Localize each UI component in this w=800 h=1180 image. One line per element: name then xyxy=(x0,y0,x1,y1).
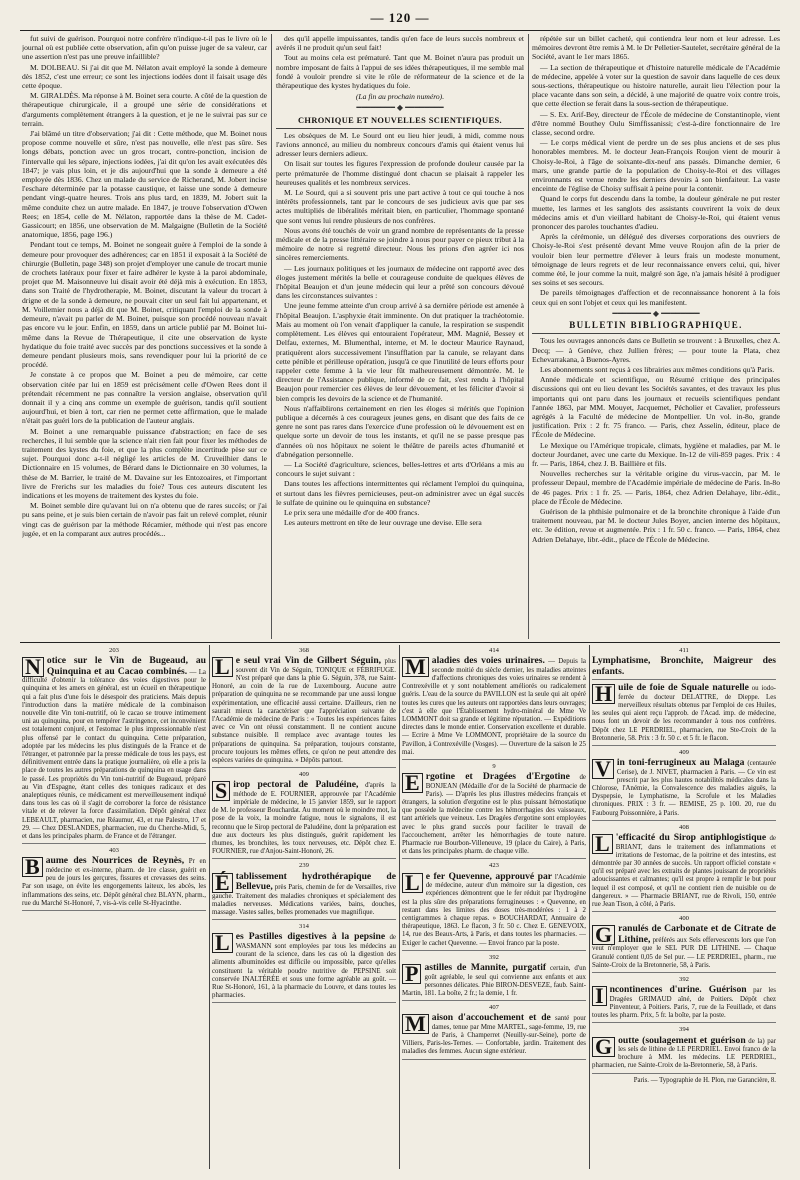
ad-number: 409 xyxy=(299,771,309,779)
ad-number: 203 xyxy=(109,647,119,654)
advertisement xyxy=(592,915,776,973)
news-paragraph: Après la cérémonie, un délégué des diverses corporations des ouvriers de Choisy-le-Roi s'est présenté devant Mme veuve Roujon afin de la prier de vouloir bien leur permettre d'élever à leurs frais un modeste monument, témoignage de leurs regrets et de leur reconnaissance envers celui, qui, hiver comme été, le jour comme la nuit, malgré son âge, n'a jamais hésité à prodiguer ses soins et ses secours. xyxy=(532,232,780,288)
column-divider xyxy=(271,34,272,639)
ad-headline: ncontinences d'urine. Guérison xyxy=(609,984,747,996)
ad-drop-cap: P xyxy=(402,964,421,984)
ad-headline: aison d'accouchement et de xyxy=(431,1012,551,1024)
ad-headline: 'efficacité du Sirop antiphlogistique xyxy=(615,832,767,844)
bibliography-entry: Tous les ouvrages annoncés dans ce Bulletin se trouvent : à Bruxelles, chez A. Decq; — à Genève, chez Jullien frères; — pour toute la Plata, chez Echevarrakana, à Buenos-Ayres. xyxy=(532,336,780,364)
advertisement xyxy=(592,976,776,1023)
ad-number: 408 xyxy=(679,823,689,831)
ad-text: ou iodo-ferrée du docteur DELATTRE, de Dieppe. Les merveilleux résultats obtenus par l'emploi de ces Huiles, les seules qui aient reçu l'approb. de l'Acad. imp. de médecine, nous font un devoir de les recommander à tous nos confrères. Dépôt chez LE PERDRIEL, pharmacien, rue Ste-Croix de la Bretonnerie, 58. Prix : 3 fr. 50 c. et 5 fr. le flacon. xyxy=(592,685,776,742)
ads-divider xyxy=(399,645,400,1169)
article-column-1 xyxy=(22,34,267,639)
ad-text: de BRIANT, dans le traitement des inflammations et irritations de l'estomac, de la poitrine et des intestins, est démontrée par 30 années de succès. Un rapport officiel constate « qu'il est préparé avec les extraits de plantes jouissant de propriétés adoucissantes et calmantes; qu'il est propre à remplir le but pour lequel il est composé, et qu'il ne contient rien de nuisible ou de dangereux. » — Pharmacie BRIANT, rue de Rivoli, 150, entrée rue Jean Tison, à côté, à Paris. xyxy=(592,835,776,908)
ad-number: 409 xyxy=(679,748,689,756)
ad-headline: ranulés de Carbonate et de Citrate de Lithine, xyxy=(618,923,776,945)
advertisement xyxy=(592,749,776,821)
ad-text: par les Dragées GRIMAUD aîné, de Poitiers. Dépôt chez Pinventeur, à Poitiers. Paris, 7, rue de la Feuillade, et dans toutes les pharm. Prix, 5 fr. la boîte, par la poste. xyxy=(592,987,776,1020)
page-number: — 120 — xyxy=(370,10,430,25)
advertisements-area xyxy=(20,642,780,1173)
news-paragraph: — La Société d'agriculture, sciences, belles-lettres et arts d'Orléans a mis au concours le sujet suivant : xyxy=(276,459,524,479)
ad-number: 400 xyxy=(679,915,689,923)
ad-text: d'après la méthode de E. FOURNIER, approuvée par l'Académie impériale de médecine, le 15 janvier 1859, sur le rapport de M. le professeur Bouchardat. Au moment où le moindre mot, la pose de la voix, la moindre fatigue, nous le signalons, il est reconnu que le Sirop pectoral de Paludéine, dont la préparation est due aux docteurs les plus distingués, guérit rapidement les rhumes, les bronchites, les toux nerveuses, etc. Dépôt chez E. FOURNIER, rue d'Anjou-Saint-Honoré, 26. xyxy=(212,782,396,856)
article-paragraph: J'ai blâmé un titre d'observation; j'ai dit : Cette méthode, que M. Boinet nous propose comme nouvelle et sûre, n'est pas nouvelle, elle n'est pas sûre. Ses longs débats, ponction avec un gros trocart, contre-ponction, incision de l'intervalle qui les sépare, injections iodées, j'ai dit qu'on les avait exécutées dès 1847; je vais plus loin, et je dis aujourd'hui que la sonde à demeure a été employée dès 1836. Chez un malade du service de Richerand, M. Jobert incise l'eschare déterminée par la potasse caustique, et laisse une sonde à demeure pendant vingt-quatre heures. Trois ans plus tard, en 1839, M. Jobert suit la même conduite chez un autre malade. En 1847, je trouve l'observation d'Owen Rees; en 1854, celle de M. Nélaton, rapportée dans la thèse de M. Cadet-Gassicourt; en 1856, une observation de M. Malgaigne (Bulletin de la Société anatomique, 1856, page 196.) xyxy=(22,129,267,240)
ad-number: 314 xyxy=(299,923,309,931)
ad-drop-cap: L xyxy=(402,873,423,893)
article-column-2 xyxy=(276,34,524,639)
to-be-continued: (La fin au prochain numéro). xyxy=(355,92,445,102)
article-paragraph: fut suivi de guérison. Pourquoi notre confrère n'indique-t-il pas le livre où le journal où est publiée cette observation, afin qu'on puisse juger de sa valeur, car une assertion n'est pas une preuve infaillible? xyxy=(22,34,267,62)
section-title-chronique: CHRONIQUE ET NOUVELLES SCIENTIFIQUES. xyxy=(297,115,503,125)
advertisement xyxy=(592,647,776,680)
advertisement xyxy=(212,862,396,920)
ad-text: de WASMANN sont employées par tous les médecins au courant de la science, dans les cas où la digestion des aliments albuminoïdes est difficile ou impossible, parce qu'elles constituent la véritable poudre nutritive de PEPSINE soit conservée INALTÉRÉE et sous une forme agréable au goût. — Rue St-Honoré, 161, à la pharmacie du Louvre, et dans toutes les pharmacies. xyxy=(212,934,396,1000)
article-paragraph: Je constate à ce propos que M. Boinet a peu de mémoire, car cette observation citée par lui en 1859 est précisément celle d'Owen Rees dont il prétendait récemment ne pas connaître la version anglaise, observation qu'il donnait il y a cinq ans comme un exemple de guérison, tandis qu'il soutient aujourd'hui, et bien à tort, car rien ne permet cette affirmation, que le malade n'était pas guéri lors de la publication de l'auteur anglais. xyxy=(22,370,267,426)
news-paragraph: Les auteurs mettront en tête de leur ouvrage une devise. Elle sera xyxy=(284,518,482,528)
news-paragraph: De pareils témoignages d'affection et de reconnaissance honorent à la fois ceux qui en sont l'objet et ceux qui les manifestent. xyxy=(532,288,780,307)
ad-text: — La difficulté d'obtenir la tolérance des voies digestives pour le quinquina et les amers en général, est un écueil en thérapeutique qui a fait plus d'une fois le désespoir des praticiens. Mais depuis l'introduction dans la matière médicale de la combinaison nouvelle dite Vin toni-nutritif, où le cacao se trouve intimement uni au quinquina, pour en tempérer l'astringence, cet inconvénient est totalement conjuré, et l'estomac le plus impressionnable n'est plus offensé par le contact du quinquina. Cette préparation, adoptée par les médecins les plus distingués de la France et de l'étranger, et patronnée par la presse médicale de tous les pays, est définitivement entrée dans la pratique journalière, où elle a pris la place de toutes les autres préparations de quinquina en usage dans le passé. Les propriétés du Vin toni-nutritif de Bugeaud, préparé au Vin d'Espagne, étant celles des toniques radicaux et des analeptiques réunis, ce médicament est merveilleusement indiqué dans tous les cas où il s'agit de corroborer la force de résistance vitale et de relever la force d'assimilation. Dépôt général chez LEBEAULT, pharmacien, rue Réaumur, 43, et rue Palestro, 17 et 29. — Chez DESLANDES, pharmacien, rue du Cherche-Midi, 5, et dans les principales pharm. de France et de l'étranger. xyxy=(22,668,206,841)
news-paragraph: Quand le corps fut descendu dans la tombe, la douleur générale ne put rester muette, les larmes et les sanglots des assistants couvrirent la voix de deux médecins amis et d'un vieillard habitant de Choisy-le-Roi, qui étaient venus prononcer des paroles touchantes d'adieu. xyxy=(532,194,780,232)
ad-text: de la) par les sels de lithine de LE PERDRIEL. Envoi franco de la brochure à MM. les médecins. LE PERDRIEL, pharmacien, rue Sainte-Croix de la-Bretonnerie, 58, à Paris. xyxy=(592,1037,776,1070)
advertisement xyxy=(402,862,586,950)
bibliography-entry: Guérison de la phthisie pulmonaire et de la bronchite chronique à l'aide d'un traitement nouveau, par M. le docteur Jules Boyer, ancien interne des hôpitaux, etc. 3e édition, revue et augmentée. Prix : 1 fr. 50 c. franco. — Paris, 1864, chez Adrien Delahaye, libr.-édit., place de l'École de Médecine. xyxy=(532,506,780,544)
ad-headline: outte (soulagement et guérison xyxy=(618,1034,746,1046)
top-rule xyxy=(20,30,780,31)
ad-drop-cap: V xyxy=(592,759,614,779)
news-paragraph: Une jeune femme atteinte d'un croup arrivé à sa dernière période est amenée à l'hôpital Beaujon. L'asphyxie était imminente. On dut pratiquer la trachéotomie. Mais au moment où l'on venait d'appliquer la canule, la respiration se suspendit complètement. Les élèves qui entouraient l'opérateur, MM. Magnié, Bessey et Delfau, externes, M. Blumenthal, interne, et M. le docteur Maurice Raynaud, pratiquèrent alors successivement l'insufflation par la canule, se relayant dans cette pénible et périlleuse opération, jusqu'à ce que l'inutilité de leurs efforts pour rappeler cette femme à la vie leur fût malheureusement démontrée. M. le directeur de l'Assistance publique, informé de ce fait, s'est rendu à l'hôpital Beaujon pour remercier ces élèves de leur dévouement, et les féliciter d'avoir si bien compris les devoirs de la science et de l'humanité. xyxy=(276,301,524,403)
ad-drop-cap: G xyxy=(592,925,615,945)
ad-headline: Lymphatisme, Bronchite, Maigreur des enfants. xyxy=(592,655,776,677)
ad-headline: otice sur le Vin de Bugeaud, au Quinquina et au Cacao combinés. xyxy=(46,655,206,677)
ad-headline: aladies des voies urinaires. xyxy=(431,655,545,667)
ad-drop-cap: E xyxy=(402,773,423,793)
ad-drop-cap: G xyxy=(592,1037,615,1057)
ad-text: préférés aux Sels effervescents lors que l'on veut n'employer que le SEL PUR DE LITHINE. — Chaque Granulé contient 0,05 de Sel pur. — LE PERDRIEL, pharm., rue Sainte-Croix de la Bretonnerie, 58, à Paris. xyxy=(592,936,776,969)
article-column-3 xyxy=(532,34,780,639)
ad-drop-cap: S xyxy=(212,781,230,801)
section-title-bulletin: BULLETIN BIBLIOGRAPHIQUE. xyxy=(569,320,743,331)
ads-column-4 xyxy=(592,647,776,1167)
ad-drop-cap: É xyxy=(212,873,233,893)
ad-headline: astilles de Mannite, purgatif xyxy=(424,962,547,973)
news-paragraph: M. Le Sourd, qui a si souvent pris une part active à tout ce qui touche à nos intérêts professionnels, tant par le concours de ses judicieux avis que par ses actes multipliés de libéralités méritait bien, en particulier, l'hommage spontané que sont venus lui rendre plusieurs de nos confrères. xyxy=(276,188,524,225)
ad-drop-cap: N xyxy=(22,657,44,677)
article-paragraph: M. DOLBEAU. Si j'ai dit que M. Nélaton avait employé la sonde à demeure dès 1852, c'est une erreur; ce sont les injections iodées dont il faisait usage dès cette époque. xyxy=(22,62,267,91)
ad-text: Pr en médecine et ex-interne, pharm. de 1re classe, guérit en peu de jours les gerçures, fissures et crevasses des seins. Par son usage, on évite les engorgements laiteux, les abcès, les inflammations des seins, etc. Dépôt général chez BLAYN, pharm., rue du Marché St-Honoré, 7, vis-à-vis celle St-Hyacinthe. xyxy=(22,858,206,907)
ad-drop-cap: M xyxy=(402,1014,429,1034)
advertisement xyxy=(592,1026,776,1073)
ad-text: santé pour dames, tenue par Mme MARTEL, sage-femme, 19, rue de Paris, à Champerret (Neuilly-sur-Seine), porte de Villiers, Paris-les-Ternes. — Confortable, jardin. Traitement des maladies des femmes. Aucun signe extérieur. xyxy=(402,1015,586,1056)
article-paragraph: M. Boinet semble dire qu'avant lui on n'a obtenu que de rares succès; or j'ai pu sans peine, et je suis bien certain de n'avoir pas fait un relevé complet, réunir vingt cas de guérison par la méthode Récamier, méthode qui n'est pas encore jugée, et en la comparant aux autres procédés... xyxy=(22,501,267,538)
ad-headline: es Pastilles digestives à la pepsine xyxy=(235,931,386,943)
advertisement xyxy=(212,923,396,1003)
article-paragraph: M. Boinet a une remarquable puissance d'abstraction; en face de ses recherches, il lui semble que la science n'ait rien fait pour fixer les méthodes de traitement des kystes du foie, et que la plus complète incertitude pèse sur ce sujet. Pourquoi donc a-t-il négligé les articles de M. Cruveilhier dans le Dictionnaire en 15 volumes, de Bérard dans le Dictionnaire en 30 volumes, la thèse de M. Barrier, le traité de M. Davaine sur les Entozoaires, et l'important livre de Frerichs sur les maladies du foie? Tous ces auteurs discutent les indications et les moyens de traitement des kystes du foie. xyxy=(22,426,267,500)
ad-number: 239 xyxy=(299,862,309,870)
column-divider xyxy=(528,34,529,639)
ad-number: 392 xyxy=(489,953,499,961)
ornament-divider: ━━━━━━━━ ◆ ━━━━━━━━ xyxy=(356,103,444,113)
news-paragraph: Nous n'affaiblirons certainement en rien les éloges si mérités que l'opinion publique a décernés à ces courageux jeunes gens, en disant que des faits de ce genre ne sont pas rares dans l'exercice d'une profession où le dévouement est en quelque sorte un devoir de tous les instants, et qu'il ne se passe presque pas d'années où nos hôpitaux ne soient le théâtre de pareils actes d'humanité et d'abnégation personnelle. xyxy=(276,403,524,459)
ads-column-1 xyxy=(22,647,206,1167)
advertisement xyxy=(22,847,206,911)
ads-column-3 xyxy=(402,647,586,1167)
ad-headline: irop pectoral de Paludéine, xyxy=(233,779,359,791)
ad-drop-cap: B xyxy=(22,857,43,877)
ad-text: plus souvent dit Vin de Séguin, TONIQUE et FÉBRIFUGE. N'est préparé que dans la phie G. Séguin, 378, rue Saint-Honoré, au coin de la rue de Luxembourg. Aucune autre préparation de quinquina ne se recommande par une aussi longue expérimentation, une efficacité aussi certaine. D'ailleurs, rien ne saurait mieux la caractériser que l'appréciation suivante de l'Académie de médecine de Paris : « Toutes les expériences faites avec ce Vin ont réussi constamment. Il ne contient aucune substance nuisible. Il remplace avec avantage toutes les préparations de quinquina. Sa préparation, toujours constante, procure toujours les mêmes effets, ce qu'on ne peut attendre des espèces variées de quinquina. » Dépôts partout. xyxy=(212,658,396,764)
news-paragraph: On lisait sur toutes les figures l'expression de profonde douleur causée par la perte prématurée de l'homme distingué dont chacun se plaisait à rappeler les heureuses qualités et les nombreux services. xyxy=(276,159,524,187)
bibliography-entry: Année médicale et scientifique, ou Résumé critique des principales discussions qui ont eu lieu devant les Sociétés savantes, et des travaux les plus importants qui ont paru dans les journaux et recueils scientifiques pendant l'année 1863, par MM. Mouyet, Jacquemet, Pécholier et Cavalier, professeurs agrégés à la Faculté de médecine de Montpellier. Un vol. in-8o, grande justification. Prix : 2 fr. 75 franco. — Paris, chez Asselin, éditeur, place de l'École de Médecine. xyxy=(532,375,780,440)
news-paragraph: répétée sur un billet cacheté, qui contiendra leur nom et leur adresse. Les mémoires devront être remis à M. le Dr Pelletier-Sautelet, secrétaire général de la Société, avant le 1er mars 1865. xyxy=(532,34,780,62)
ad-text: — Depuis la seconde moitié du siècle dernier, les maladies atteintes d'affections chroniques des voies urinaires se rendent à Contrexéville et y sont notablement améliorés ou radicalement guéris. L'eau de la source du PAVILLON est la seule qui ait opéré toutes les cures que les auteurs ont rapportées dans leurs ouvrages; c'est à elle que l'Établissement hydro-minéral de Mme Ve LOMMONT doit sa grande et légitime réputation. — Expéditions directes dans le monde entier. Conservation excellente et durable. — Ecrire à Mme Ve LOMMONT, propriétaire de la source du Pavillon, à Contrexéville (Vosges). — Ouverture de la saison le 25 mai. xyxy=(402,658,586,756)
ad-text: (centaurée Cerise), de J. NIVET, pharmacien à Paris. — Ce vin est prescrit par les plus hautes notabilités médicales dans la Chlorose, l'Anémie, la Convalescence des maladies aiguës, la Dyspepsie, le Lymphatisme, la Scrofule et les Maladies chroniques. PRIX : 3 fr. — REMISE, 25 p. 100. 20, rue du Faubourg Poissonnière, à Paris. xyxy=(592,760,776,817)
advertisement xyxy=(212,771,396,859)
ad-drop-cap: M xyxy=(402,657,429,677)
ad-headline: tablissement hydrothérapique de Bellevue, xyxy=(235,870,396,893)
news-paragraph: Dans toutes les affections intermittentes qui réclament l'emploi du quinquina, et surtout dans les fièvres pernicieuses, peut-on administrer avec un égal succès le sulfate de quinine ou le quinquina en substance? xyxy=(276,479,524,507)
ad-text: de BONJEAN (Médaille d'or de la Société de pharmacie de Paris). — D'après les plus illustres médecins français et étrangers, la solution d'ergotine est le plus puissant hémostatique que possède la médecine contre les hémorrhagies des vaisseaux, tant artériels que veineux. Les Dragées d'ergotine sont employées avec le plus grand succès pour faciliter le travail de l'accouchement, arrêter les hémorrhagies de toute nature. Pharmacie rue Bourbon-Villeneuve, 19 (place du Caire), à Paris, et dans les principales pharm. de chaque ville. xyxy=(402,774,586,856)
article-paragraph: Pendant tout ce temps, M. Boinet ne songeait guère à l'emploi de la sonde à demeure pour provoquer des adhérences; car en 1851 il exposait à la Société de chirurgie (Bulletin, page 348) son projet d'employer une canule de trocart munie de crochets latéraux pour fixer et faire adhérer le kyste à la paroi abdominale, projet que M. Maisonneuve lui disait avoir été déjà mis à exécution. En 1853, dans son Traité de l'hydrotherapie, M. Boinet, discutant la valeur du trocart à drigne et de la sonde à demeure, ne pouvait citer un seul fait lui appartenant, et M. Voillemier nous a déjà dit que M. Boinet, critiquant l'emploi de la sonde à demeure, n'avait pu parler de M. Boinet, puisque son procédé nouveau n'avait pas encore vu le jour. Enfin, en 1859, dans un article publié par M. Boinet lui-même dans la Revue de Thérapeutique, il cite une observation de kyste hydatique du foie traité avec succès par des ponctions successives et la sonde à demeure pendant plusieurs mois, sans revendiquer pour lui la priorité de ce procédé. xyxy=(22,240,267,370)
ads-column-2 xyxy=(212,647,396,1167)
ads-divider xyxy=(209,645,210,1169)
advertisement xyxy=(402,647,586,760)
section-rule xyxy=(532,333,780,334)
ad-drop-cap: L xyxy=(212,933,233,953)
article-paragraph: M. GIRALDÈS. Ma réponse à M. Boinet sera courte. A côté de la question de thérapeutique chirurgicale, il a groupé une série de considérations et d'arguments complètement étrangers à la question, et je ne le suivrai pas sur ce terrain. xyxy=(22,91,267,128)
advertisement xyxy=(402,954,586,1001)
ad-headline: e fer Quevenne, approuvé par xyxy=(425,870,553,882)
news-paragraph: — S. Ex. Arif-Bey, directeur de l'École de médecine de Constantinople, vient d'être nommé Bouthey Oulu Simffissanissi; c'est-à-dire fonctionnaire de 1re classe, second ordre. xyxy=(532,109,780,138)
ad-headline: in toni-ferrugineux au Malaga xyxy=(616,757,745,769)
ad-headline: uile de foie de Squale naturelle xyxy=(618,683,749,694)
ad-headline: rgotine et Dragées d'Ergotine xyxy=(425,771,570,783)
advertisement xyxy=(592,683,776,746)
ad-drop-cap: H xyxy=(592,684,615,704)
news-paragraph: — Les journaux politiques et les journaux de médecine ont rapporté avec des éloges justement mérités la belle et courageuse conduite de quelques élèves de l'hôpital Beaujon et d'un jeune médecin qui leur a prêté son concours dévoué dans les circonstances suivantes : xyxy=(276,263,524,301)
news-paragraph: Nous avons été touchés de voir un grand nombre de représentants de la presse médicale et de la presse littéraire se joindre à nous pour payer ce pieux tribut à la mémoire de notre si regretté directeur. Nous les prions d'en agréer ici nos sincères remerciements. xyxy=(276,225,524,263)
ad-number: 414 xyxy=(489,647,499,654)
news-paragraph: — La section de thérapeutique et d'histoire naturelle médicale de l'Académie de médecine, appelée à voter sur la question de savoir dans laquelle de ces deux sous-sections, thérapeutique ou histoire naturelle, aurait lieu l'élection pour la place vacante dans son sein, a décidé, à une majorité de quatre voix contre trois, que cette élection se ferait dans la sous-section de thérapeutique. xyxy=(532,62,780,109)
ad-number: 411 xyxy=(679,647,689,654)
ad-number: 423 xyxy=(489,862,499,870)
ornament-divider: ━━━━━━━━ ◆ ━━━━━━━━ xyxy=(612,308,700,318)
ad-number: 392 xyxy=(679,975,689,983)
ad-drop-cap: L xyxy=(212,657,233,677)
article-paragraph: Tout au moins cela est prématuré. Tant que M. Boinet n'aura pas produit un nombre imposant de faits à l'appui de ses idées thérapeutiques, il me semble mal fondé à vouloir prendre si vite le rôle de réformateur de la science et de la thérapeutique des kystes hydatiques du foie. xyxy=(276,53,524,91)
ad-drop-cap: I xyxy=(592,986,607,1006)
ad-number: 368 xyxy=(299,647,309,654)
ad-drop-cap: L xyxy=(592,834,613,854)
advertisement xyxy=(212,647,396,768)
ad-number: 9 xyxy=(492,762,496,770)
ad-headline: aume des Nourrices de Reynès, xyxy=(45,855,185,867)
ad-number: 407 xyxy=(489,1004,499,1012)
advertisement xyxy=(592,824,776,912)
ad-text: près Paris, chemin de fer de Versailles, rive gauche. Traitement des maladies chroniques et spécialement des maladies nerveuses. Médications variées, bains, douches, massage. Vastes salles, belles promenades vue magnifique. xyxy=(212,884,396,917)
ad-number: 403 xyxy=(109,847,119,855)
advertisement xyxy=(402,1004,586,1060)
article-paragraph: des qu'il appelle impuissantes, tandis qu'en face de leurs succès nombreux et avérés il ne produit qu'un seul fait! xyxy=(276,34,524,53)
advertisement xyxy=(402,763,586,860)
ad-headline: e seul vrai Vin de Gilbert Séguin, xyxy=(235,655,382,667)
news-paragraph: Les obsèques de M. Le Sourd ont eu lieu hier jeudi, à midi, comme nous l'avions annoncé, au milieu du nombreux concours d'amis qui étaient venus lui adresser leurs derniers adieux. xyxy=(276,130,524,159)
section-rule xyxy=(276,128,524,129)
bibliography-entry: Le Mexique ou l'Amérique tropicale, climats, hygiène et maladies, par M. le docteur Jourdanet, avec une carte du Mexique. In-12 de vili-859 pages. Prix : 4 fr. — Paris, 1864, chez J. B. Baillière et fils. xyxy=(532,440,780,468)
ad-text: l'Académie de médecine, auteur d'un mémoire sur la digestion, ces expériences démontrent que le fer réduit par l'hydrogène est la plus sûre des préparations ferrugineuses : « Quevenne, en restant dans les limites des doses très-modérées : 1 à 2 centigrammes à chaque repas. » BOUCHARDAT, Annuaire de thérapeutique, 1863. Le flacon, 3 fr. 50 c. Chez E. GENEVOIX, 14, rue des Beaux-Arts, à Paris, et dans toutes les pharmacies. — Exiger le cachet Quevenne. — Envoi franco par la poste. xyxy=(402,873,586,947)
ads-divider xyxy=(589,645,590,1169)
news-paragraph: Le prix sera une médaille d'or de 400 francs. xyxy=(284,507,420,517)
news-paragraph: — Le corps médical vient de perdre un de ses plus anciens et de ses plus honorables membres. M. le docteur Jean-François Roujon vient de mourir à Choisy-le-Roi, à l'âge de soixante-dix-neuf ans passés. Dimanche dernier, 6 mars, une grande partie de la population de Choisy-le-Roi et des villages environnants est venue rendre les derniers devoirs à son bienfaiteur. La vaste enceinte de l'église de Choisy suffisait à peine pour la contenir. xyxy=(532,138,780,194)
printer-imprint: Paris. — Typographie de H. Plon, rue Garancière, 8. xyxy=(633,1076,776,1084)
bibliography-entry: Nouvelles recherches sur la véritable origine du virus-vaccin, par M. le professeur Depaul, membre de l'Académie impériale de médecine de Paris. In-8o de 46 pages. Prix : 1 fr. 25. — Paris, 1864, chez Adrien Delahaye, libr.-édit., place de l'École de Médecine. xyxy=(532,469,780,506)
advertisement xyxy=(22,647,206,844)
ad-number: 394 xyxy=(679,1026,689,1034)
ad-text: certain, d'un goût agréable, le seul qui convienne aux enfants et aux personnes délicates. Phie BIRON-DESVEZE, faub. Saint-Martin, 181. La boîte, 2 fr.; la demie, 1 fr. xyxy=(402,965,586,997)
bibliography-entry: Les abonnements sont reçus à ces librairies aux mêmes conditions qu'à Paris. xyxy=(540,364,775,374)
